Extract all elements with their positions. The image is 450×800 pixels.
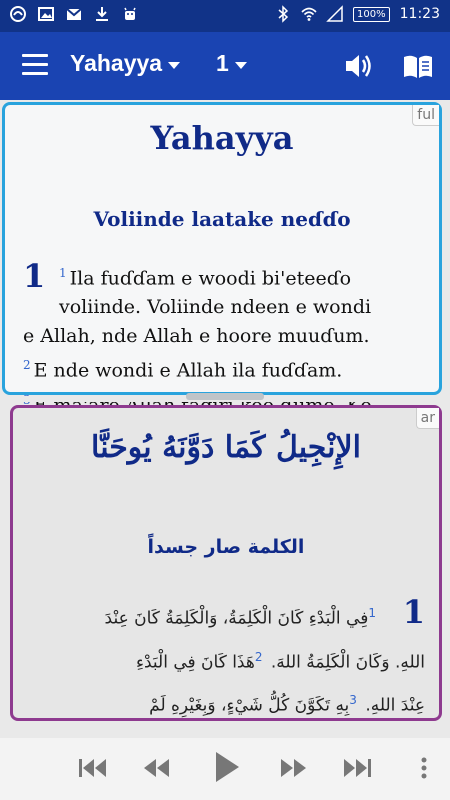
verse-text bbox=[25, 594, 425, 725]
play-icon[interactable] bbox=[214, 751, 240, 783]
verse-number[interactable]: 3 bbox=[349, 693, 357, 708]
more-options-icon[interactable] bbox=[420, 756, 428, 780]
wifi-icon bbox=[301, 6, 317, 22]
text-pane-fulfulde[interactable] bbox=[2, 102, 442, 395]
app-bar bbox=[0, 32, 450, 100]
chapter-number: 1 bbox=[402, 593, 425, 631]
book-title: Yahayya bbox=[150, 119, 294, 157]
verse-line: عِنْدَ اللهِ. $^3$بِهِ تَكَوَّنَ كُلُّ شَيْءٍ، وَبِغَيْرِهِ لَمْ bbox=[149, 693, 425, 716]
clock: 11:23 bbox=[399, 6, 440, 22]
book-name: Yahayya bbox=[70, 50, 163, 76]
verse-line: $^2$ E nde wondi e Allah ila fuɗɗam. bbox=[23, 358, 343, 382]
text-pane-arabic[interactable] bbox=[10, 405, 442, 721]
android-icon bbox=[122, 6, 138, 22]
open-book-icon[interactable] bbox=[402, 54, 434, 80]
bluetooth-icon bbox=[275, 6, 291, 22]
book-selector[interactable] bbox=[70, 50, 180, 77]
verse-number[interactable]: 2 bbox=[23, 358, 31, 373]
chapter-number: 1 bbox=[23, 257, 46, 295]
chapter-number: 1 bbox=[216, 50, 229, 76]
section-heading: الكلمة صار جسداً bbox=[147, 536, 305, 558]
battery-indicator: 100% bbox=[353, 7, 390, 22]
app-notification-icon bbox=[10, 6, 26, 22]
book-title: الإِنْجِيلُ كَمَا دَوَّنَهُ يُوحَنَّا bbox=[91, 430, 361, 465]
verse-line: $^1$فِي الْبَدْءِ كَانَ الْكَلِمَةُ، وَالْكَلِمَةُ كَانَ عِنْدَ bbox=[104, 606, 376, 629]
section-heading: Voliinde laatake neɗɗo bbox=[93, 207, 351, 231]
resize-handle[interactable] bbox=[186, 393, 264, 400]
download-icon bbox=[94, 6, 110, 22]
verse-number[interactable]: 1 bbox=[368, 606, 376, 620]
chapter-selector[interactable] bbox=[216, 50, 247, 77]
image-icon bbox=[38, 6, 54, 22]
gmail-icon bbox=[66, 6, 82, 22]
verse-number[interactable]: 1 bbox=[59, 266, 67, 280]
audio-controls bbox=[0, 738, 450, 800]
chevron-down-icon bbox=[168, 62, 180, 69]
verse-line: $^1$ Ila fuɗɗam e woodi bi'eteeɗo bbox=[59, 266, 352, 290]
rewind-icon[interactable] bbox=[142, 756, 170, 780]
skip-to-end-icon[interactable] bbox=[342, 756, 372, 780]
status-bar bbox=[0, 0, 450, 32]
fast-forward-icon[interactable] bbox=[280, 756, 308, 780]
chevron-down-icon bbox=[235, 62, 247, 69]
verse-line: اللهِ. وَكَانَ الْكَلِمَةُ اللهَ. $^2$هَذَا كَانَ فِي الْبَدْءِ bbox=[135, 649, 425, 673]
speaker-icon[interactable] bbox=[344, 52, 374, 80]
verse-number[interactable]: 2 bbox=[254, 649, 263, 664]
language-tag: ar bbox=[416, 408, 439, 429]
menu-icon[interactable] bbox=[22, 54, 48, 76]
verse-line: voliinde. Voliinde ndeen e wondi bbox=[59, 296, 372, 319]
skip-to-start-icon[interactable] bbox=[78, 756, 108, 780]
verse-line: e Allah, nde Allah e hoore muuɗum. bbox=[23, 325, 370, 348]
signal-icon bbox=[327, 6, 343, 22]
language-tag: ful bbox=[412, 105, 439, 126]
